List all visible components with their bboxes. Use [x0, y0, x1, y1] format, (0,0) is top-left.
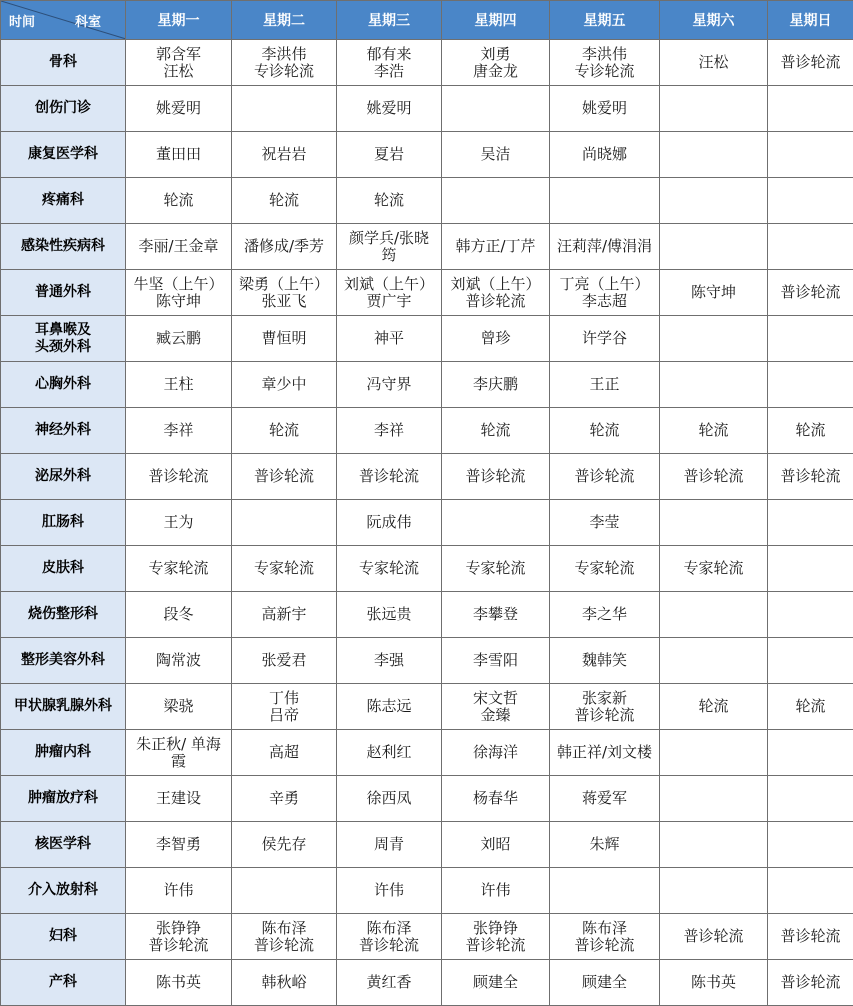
schedule-cell: 韩秋峪 [232, 960, 337, 1006]
schedule-cell: 专家轮流 [232, 546, 337, 592]
schedule-cell [660, 224, 768, 270]
schedule-cell: 普诊轮流 [550, 454, 660, 500]
schedule-cell: 李智勇 [126, 822, 232, 868]
schedule-cell: 陈布泽 普诊轮流 [550, 914, 660, 960]
schedule-cell: 刘勇 唐金龙 [442, 40, 550, 86]
department-name: 普通外科 [1, 270, 126, 316]
table-row [1, 730, 853, 776]
department-name: 整形美容外科 [1, 638, 126, 684]
corner-header [1, 1, 126, 40]
day-header-wednesday: 星期三 [337, 1, 442, 40]
schedule-cell: 顾建全 [442, 960, 550, 1006]
schedule-cell: 梁勇（上午） 张亚飞 [232, 270, 337, 316]
schedule-cell: 许伟 [442, 868, 550, 914]
schedule-cell [768, 316, 853, 362]
schedule-cell: 李祥 [126, 408, 232, 454]
schedule-cell: 李强 [337, 638, 442, 684]
schedule-cell: 颜学兵/张晓 筠 [337, 224, 442, 270]
table-row [1, 914, 853, 960]
table-row [1, 638, 853, 684]
schedule-cell [768, 776, 853, 822]
schedule-cell: 王正 [550, 362, 660, 408]
schedule-cell: 专家轮流 [337, 546, 442, 592]
schedule-cell: 高新宇 [232, 592, 337, 638]
schedule-cell: 轮流 [337, 178, 442, 224]
schedule-cell: 朱正秋/ 单海 霞 [126, 730, 232, 776]
schedule-cell: 潘修成/季芳 [232, 224, 337, 270]
table-row [1, 454, 853, 500]
schedule-cell: 陈守坤 [660, 270, 768, 316]
schedule-cell: 高超 [232, 730, 337, 776]
corner-time-label: 时间 [9, 15, 36, 30]
schedule-cell: 郁有来 李浩 [337, 40, 442, 86]
corner-dept-label: 科室 [75, 15, 102, 30]
department-name: 烧伤整形科 [1, 592, 126, 638]
schedule-cell [660, 822, 768, 868]
schedule-cell [768, 500, 853, 546]
schedule-cell: 许伟 [126, 868, 232, 914]
schedule-cell: 普诊轮流 [768, 40, 853, 86]
schedule-cell: 轮流 [442, 408, 550, 454]
schedule-cell: 牛坚（上午） 陈守坤 [126, 270, 232, 316]
schedule-cell: 刘昭 [442, 822, 550, 868]
schedule-cell [660, 776, 768, 822]
schedule-cell: 李洪伟 专诊轮流 [232, 40, 337, 86]
schedule-cell: 陈布泽 普诊轮流 [337, 914, 442, 960]
day-header-thursday: 星期四 [442, 1, 550, 40]
schedule-cell: 专家轮流 [550, 546, 660, 592]
table-row [1, 178, 853, 224]
schedule-cell [768, 362, 853, 408]
schedule-cell [768, 822, 853, 868]
department-name: 甲状腺乳腺外科 [1, 684, 126, 730]
schedule-cell: 普诊轮流 [660, 914, 768, 960]
department-name: 肿瘤内科 [1, 730, 126, 776]
day-header-saturday: 星期六 [660, 1, 768, 40]
schedule-cell [232, 868, 337, 914]
schedule-cell: 普诊轮流 [768, 960, 853, 1006]
schedule-cell: 董田田 [126, 132, 232, 178]
schedule-cell [660, 86, 768, 132]
table-row [1, 40, 853, 86]
schedule-cell: 姚爱明 [337, 86, 442, 132]
schedule-cell [550, 178, 660, 224]
table-row [1, 546, 853, 592]
table-row [1, 132, 853, 178]
table-row [1, 776, 853, 822]
schedule-cell: 普诊轮流 [337, 454, 442, 500]
schedule-cell: 轮流 [232, 178, 337, 224]
schedule-cell: 轮流 [126, 178, 232, 224]
department-name: 肿瘤放疗科 [1, 776, 126, 822]
schedule-cell: 辛勇 [232, 776, 337, 822]
schedule-cell: 韩正祥/刘文楼 [550, 730, 660, 776]
department-name: 康复医学科 [1, 132, 126, 178]
schedule-cell: 姚爱明 [126, 86, 232, 132]
schedule-cell: 张家新 普诊轮流 [550, 684, 660, 730]
schedule-cell [768, 546, 853, 592]
schedule-cell: 侯先存 [232, 822, 337, 868]
department-name: 妇科 [1, 914, 126, 960]
schedule-cell [660, 868, 768, 914]
schedule-cell [660, 730, 768, 776]
schedule-cell: 汪松 [660, 40, 768, 86]
schedule-cell: 吴洁 [442, 132, 550, 178]
table-row [1, 960, 853, 1006]
schedule-cell: 轮流 [768, 684, 853, 730]
department-name: 创伤门诊 [1, 86, 126, 132]
table-row [1, 86, 853, 132]
schedule-cell: 黄红香 [337, 960, 442, 1006]
schedule-cell [768, 638, 853, 684]
schedule-cell: 徐西凤 [337, 776, 442, 822]
schedule-cell: 陈布泽 普诊轮流 [232, 914, 337, 960]
schedule-cell: 张远贵 [337, 592, 442, 638]
schedule-cell: 许伟 [337, 868, 442, 914]
schedule-cell: 李洪伟 专诊轮流 [550, 40, 660, 86]
schedule-cell: 王为 [126, 500, 232, 546]
schedule-cell: 神平 [337, 316, 442, 362]
department-name: 产科 [1, 960, 126, 1006]
schedule-cell: 章少中 [232, 362, 337, 408]
schedule-cell [442, 178, 550, 224]
schedule-cell: 魏韩笑 [550, 638, 660, 684]
schedule-cell [442, 500, 550, 546]
schedule-cell [232, 500, 337, 546]
schedule-cell [768, 730, 853, 776]
schedule-cell: 宋文哲 金臻 [442, 684, 550, 730]
day-header-monday: 星期一 [126, 1, 232, 40]
schedule-cell: 杨春华 [442, 776, 550, 822]
schedule-cell: 普诊轮流 [126, 454, 232, 500]
schedule-cell: 轮流 [550, 408, 660, 454]
schedule-cell: 曾珍 [442, 316, 550, 362]
schedule-cell [768, 178, 853, 224]
table-row [1, 408, 853, 454]
schedule-cell: 普诊轮流 [660, 454, 768, 500]
schedule-cell: 刘斌（上午） 贾广宇 [337, 270, 442, 316]
table-row [1, 592, 853, 638]
department-name: 骨科 [1, 40, 126, 86]
schedule-cell: 轮流 [232, 408, 337, 454]
schedule-cell: 曹恒明 [232, 316, 337, 362]
schedule-cell: 顾建全 [550, 960, 660, 1006]
day-header-friday: 星期五 [550, 1, 660, 40]
schedule-cell [768, 86, 853, 132]
schedule-cell [660, 362, 768, 408]
table-row [1, 684, 853, 730]
schedule-cell [660, 500, 768, 546]
header-row [1, 1, 853, 40]
schedule-cell: 陈志远 [337, 684, 442, 730]
schedule-cell: 祝岩岩 [232, 132, 337, 178]
table-row [1, 868, 853, 914]
department-name: 疼痛科 [1, 178, 126, 224]
schedule-cell: 刘斌（上午） 普诊轮流 [442, 270, 550, 316]
schedule-cell: 普诊轮流 [768, 270, 853, 316]
schedule-cell: 许学谷 [550, 316, 660, 362]
schedule-cell: 普诊轮流 [768, 914, 853, 960]
schedule-cell [660, 638, 768, 684]
schedule-cell: 李丽/王金章 [126, 224, 232, 270]
schedule-cell: 陶常波 [126, 638, 232, 684]
schedule-cell: 姚爱明 [550, 86, 660, 132]
schedule-cell: 李莹 [550, 500, 660, 546]
schedule-cell: 专家轮流 [660, 546, 768, 592]
day-header-tuesday: 星期二 [232, 1, 337, 40]
schedule-cell [442, 86, 550, 132]
department-name: 介入放射科 [1, 868, 126, 914]
department-name: 感染性疾病科 [1, 224, 126, 270]
schedule-cell: 普诊轮流 [232, 454, 337, 500]
schedule-cell: 轮流 [768, 408, 853, 454]
schedule-cell: 张铮铮 普诊轮流 [442, 914, 550, 960]
schedule-cell [768, 592, 853, 638]
schedule-cell: 专家轮流 [126, 546, 232, 592]
schedule-cell: 王柱 [126, 362, 232, 408]
schedule-cell: 周青 [337, 822, 442, 868]
schedule-cell: 冯守界 [337, 362, 442, 408]
schedule-cell: 轮流 [660, 684, 768, 730]
department-name: 肛肠科 [1, 500, 126, 546]
schedule-cell [768, 132, 853, 178]
schedule-cell: 李之华 [550, 592, 660, 638]
schedule-cell: 夏岩 [337, 132, 442, 178]
schedule-cell: 阮成伟 [337, 500, 442, 546]
schedule-cell: 臧云鹏 [126, 316, 232, 362]
schedule-cell: 普诊轮流 [768, 454, 853, 500]
schedule-cell: 徐海洋 [442, 730, 550, 776]
schedule-cell: 李攀登 [442, 592, 550, 638]
department-name: 神经外科 [1, 408, 126, 454]
schedule-cell: 李雪阳 [442, 638, 550, 684]
schedule-cell: 王建设 [126, 776, 232, 822]
schedule-cell: 郭含军 汪松 [126, 40, 232, 86]
day-header-sunday: 星期日 [768, 1, 853, 40]
table-row [1, 500, 853, 546]
department-name: 心胸外科 [1, 362, 126, 408]
table-row [1, 224, 853, 270]
schedule-cell: 韩方正/丁芹 [442, 224, 550, 270]
schedule-cell [660, 316, 768, 362]
schedule-cell: 蒋爱军 [550, 776, 660, 822]
department-name: 泌尿外科 [1, 454, 126, 500]
department-name: 核医学科 [1, 822, 126, 868]
schedule-cell: 专家轮流 [442, 546, 550, 592]
schedule-cell: 丁亮（上午） 李志超 [550, 270, 660, 316]
schedule-cell: 张铮铮 普诊轮流 [126, 914, 232, 960]
schedule-cell [550, 868, 660, 914]
schedule-cell: 李庆鹏 [442, 362, 550, 408]
schedule-cell: 段冬 [126, 592, 232, 638]
schedule-cell [660, 132, 768, 178]
table-row [1, 316, 853, 362]
schedule-cell: 普诊轮流 [442, 454, 550, 500]
schedule-cell [768, 224, 853, 270]
schedule-cell: 张爱君 [232, 638, 337, 684]
schedule-cell [660, 178, 768, 224]
schedule-cell: 陈书英 [126, 960, 232, 1006]
schedule-cell: 赵利红 [337, 730, 442, 776]
department-name: 耳鼻喉及 头颈外科 [1, 316, 126, 362]
schedule-cell: 梁骁 [126, 684, 232, 730]
schedule-cell: 汪莉萍/傅涓涓 [550, 224, 660, 270]
table-row [1, 822, 853, 868]
schedule-cell: 陈书英 [660, 960, 768, 1006]
schedule-cell [768, 868, 853, 914]
schedule-cell [232, 86, 337, 132]
schedule-cell: 轮流 [660, 408, 768, 454]
schedule-cell: 丁伟 吕帝 [232, 684, 337, 730]
table-row [1, 362, 853, 408]
schedule-cell [660, 592, 768, 638]
table-row [1, 270, 853, 316]
schedule-cell: 尚晓娜 [550, 132, 660, 178]
schedule-body [1, 40, 853, 1006]
schedule-cell: 朱辉 [550, 822, 660, 868]
schedule-cell: 李祥 [337, 408, 442, 454]
department-name: 皮肤科 [1, 546, 126, 592]
